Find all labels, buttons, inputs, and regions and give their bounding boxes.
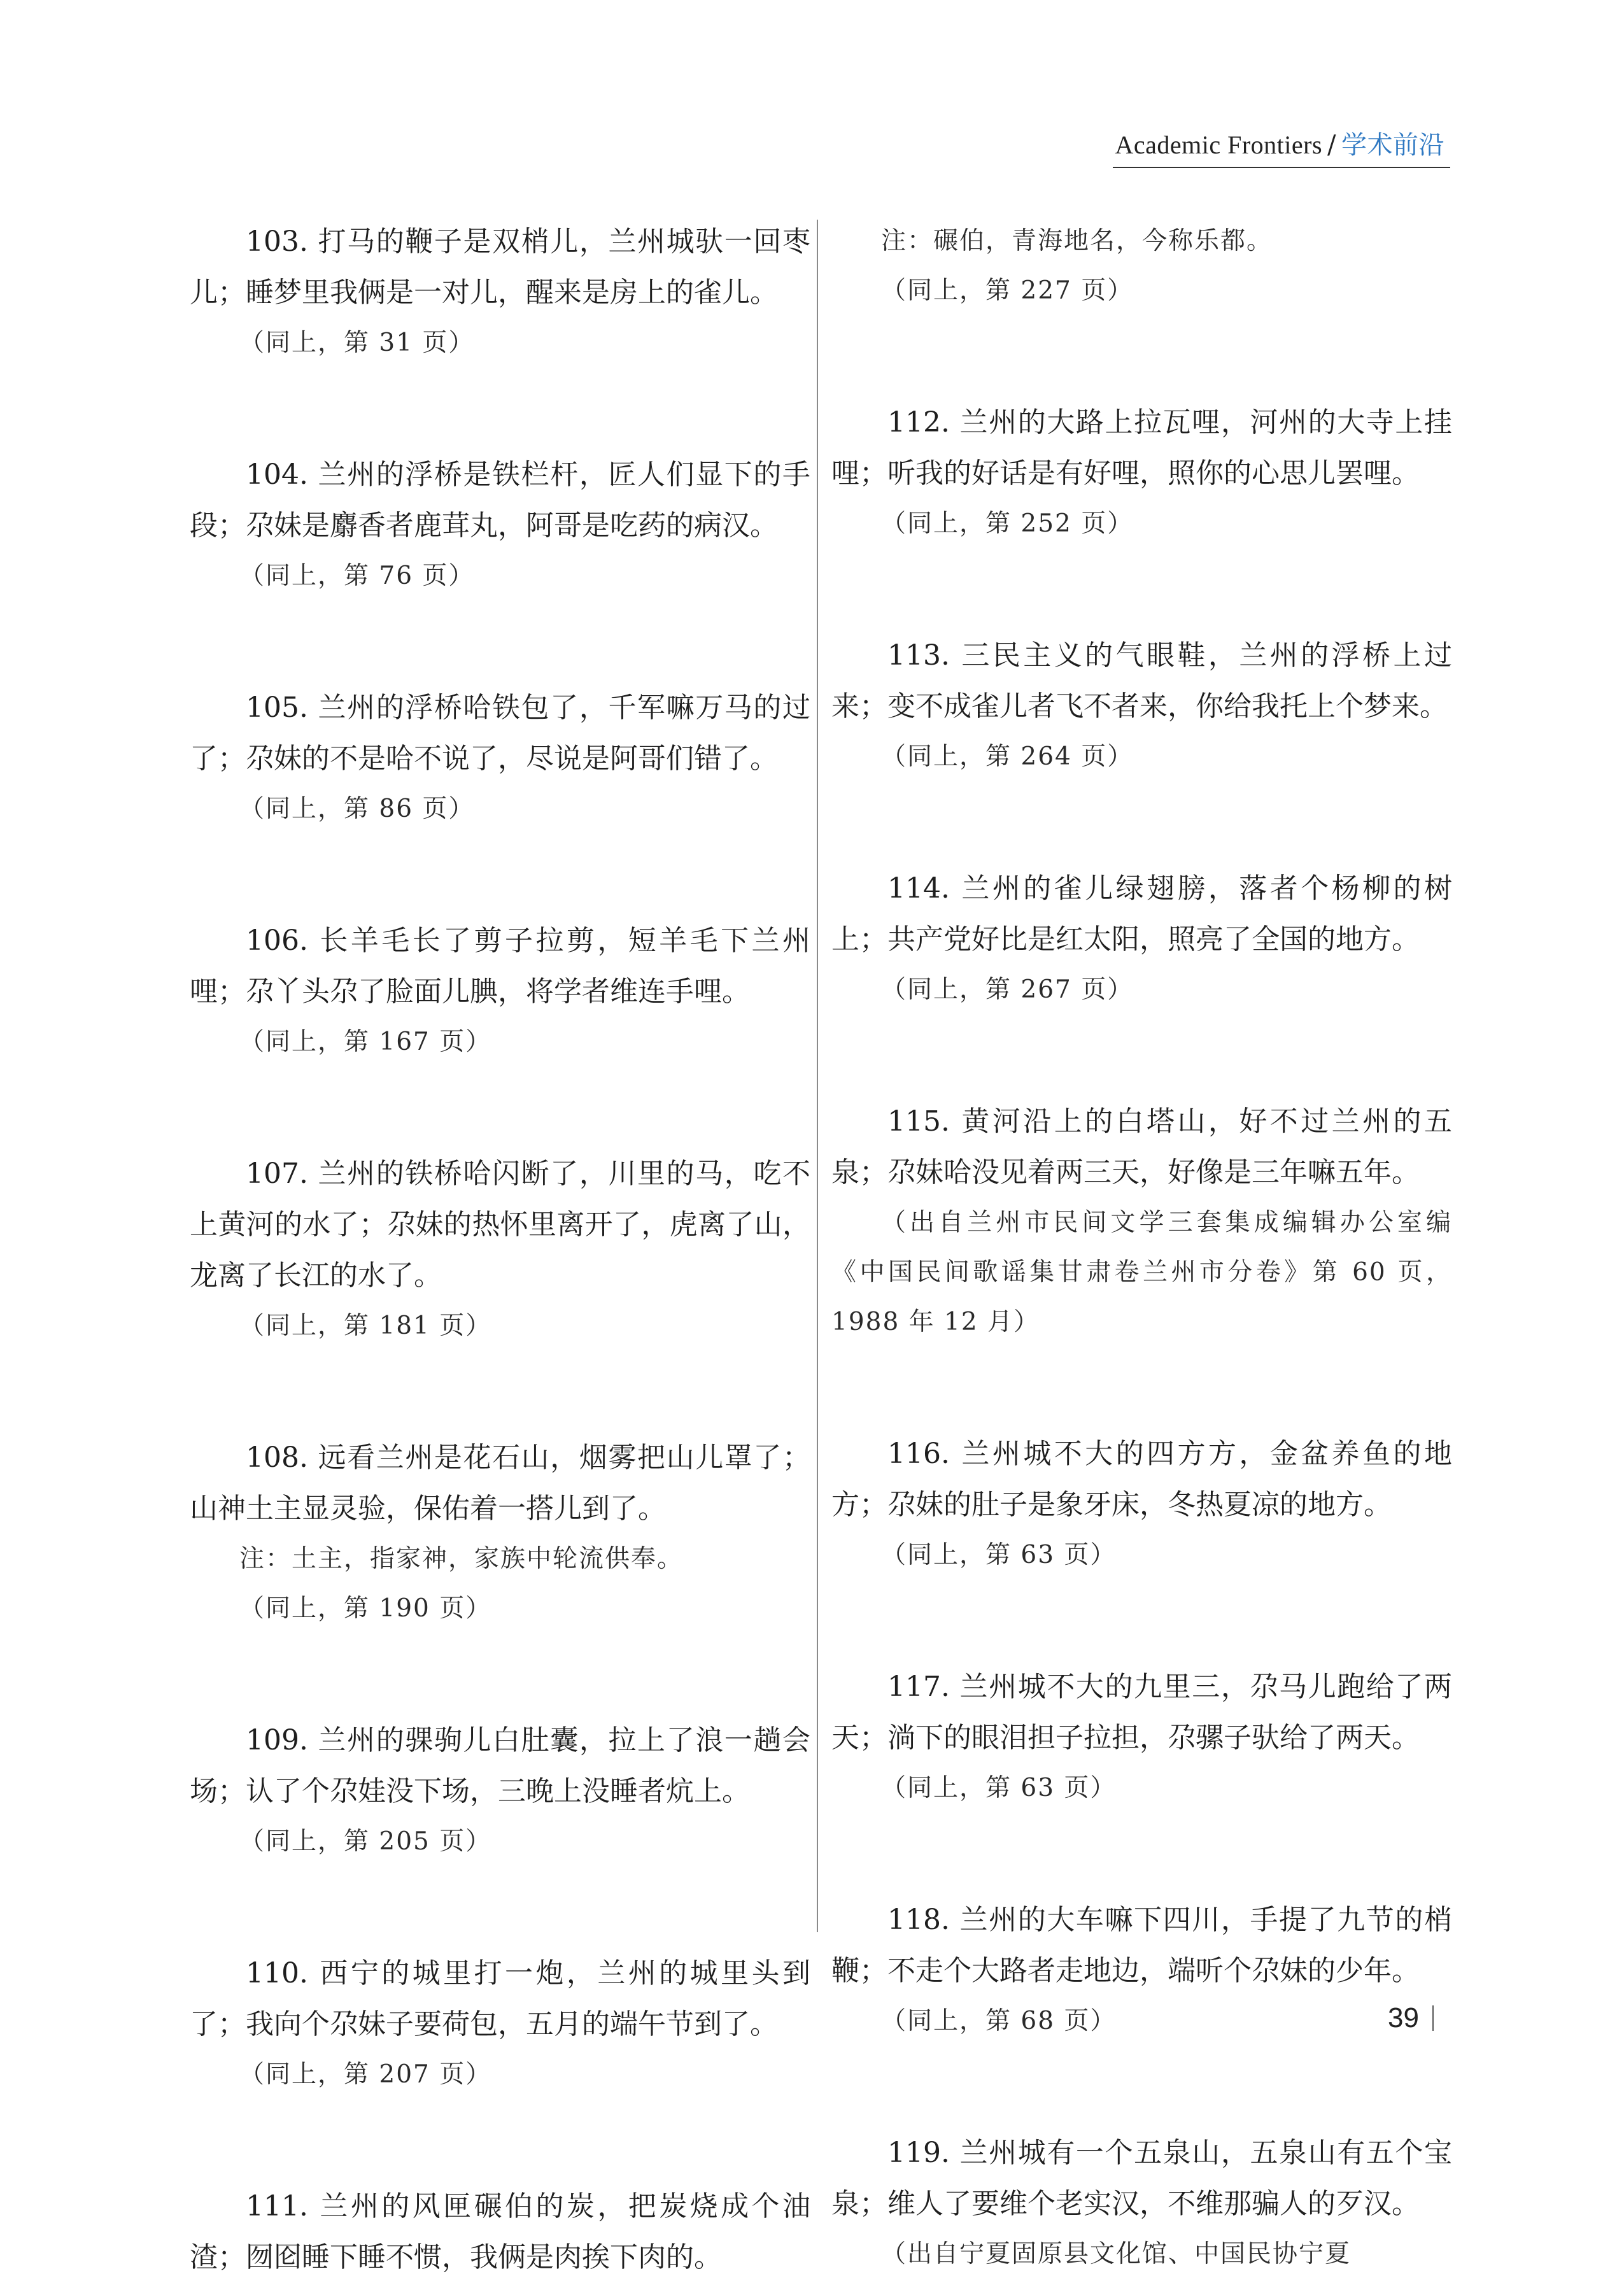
poem-source: （出自兰州市民间文学三套集成编辑办公室编《中国民间歌谣集甘肃卷兰州市分卷》第 60 页，1988 年 12 月） (831, 1208, 1452, 1336)
header-english: Academic Frontiers (1115, 131, 1323, 159)
poem-source: （同上，第 252 页） (881, 509, 1134, 538)
poem-source: （同上，第 167 页） (239, 1028, 492, 1056)
poem-entry (831, 216, 1452, 316)
poem-text: 105. 兰州的浮桥哈铁包了，千军嘛万马的过了；尕妹的不是哈不说了，尽说是阿哥们错了。 (190, 691, 810, 775)
poem-entry (190, 1149, 810, 1351)
poem-source: （同上，第 190 页） (239, 1594, 492, 1623)
poem-source: （同上，第 207 页） (239, 2060, 492, 2089)
poem-entry (190, 1432, 810, 1634)
poem-note: 注：碾伯，青海地名，今称乐都。 (881, 227, 1273, 255)
poem-source: （同上，第 267 页） (881, 975, 1134, 1004)
poem-source: （同上，第 63 页） (881, 1541, 1117, 1569)
poem-text: 106. 长羊毛长了剪子拉剪，短羊毛下兰州哩；尕丫头尕了脸面儿腆，将学者维连手哩。 (190, 924, 810, 1008)
header-chinese: 学术前沿 (1341, 131, 1444, 160)
page-number-bar (1432, 2005, 1434, 2031)
running-header (1115, 125, 1444, 161)
column-divider (817, 220, 818, 1932)
poem-source: （同上，第 227 页） (881, 276, 1134, 305)
poem-entry (831, 1662, 1452, 1813)
poem-text: 113. 三民主义的气眼鞋，兰州的浮桥上过来；变不成雀儿者飞不者来，你给我托上个梦来。 (831, 639, 1452, 723)
poem-text: 112. 兰州的大路上拉瓦哩，河州的大寺上挂哩；听我的好话是有好哩，照你的心思儿罢哩。 (831, 406, 1452, 490)
poem-text: 108. 远看兰州是花石山，烟雾把山儿罩了；山神土主显灵验，保佑着一搭儿到了。 (190, 1441, 810, 1525)
poem-text: 119. 兰州城有一个五泉山，五泉山有五个宝泉；维人了要维个老实汉，不维那骗人的歹汉。 (831, 2137, 1452, 2220)
poem-source: （同上，第 264 页） (881, 742, 1134, 771)
poem-text: 110. 西宁的城里打一炮，兰州的城里头到了；我向个尕妹子要荷包，五月的端午节到了。 (190, 1957, 810, 2040)
poem-text: 111. 兰州的风匣碾伯的炭，把炭烧成个油渣；囫囵睡下睡不惯，我俩是肉挨下肉的。 (190, 2190, 810, 2273)
page-number: 39 (1388, 2002, 1419, 2033)
poem-entry (831, 1429, 1452, 1580)
poem-entry (831, 2128, 1452, 2279)
poem-entry (831, 1096, 1452, 1347)
poem-entry (190, 682, 810, 834)
poem-source: （同上，第 86 页） (239, 795, 475, 823)
poem-entry (831, 1895, 1452, 2046)
header-separator: / (1327, 131, 1336, 160)
poem-text: 107. 兰州的铁桥哈闪断了，川里的马，吃不上黄河的水了；尕妹的热怀里离开了，虎离了山，龙离了长江的水了。 (190, 1157, 810, 1292)
poem-entry (831, 397, 1452, 549)
poem-source: （同上，第 181 页） (239, 1311, 492, 1340)
poem-text: 109. 兰州的骒驹儿白肚囊，拉上了浪一趟会场；认了个尕娃没下场，三晚上没睡者炕上。 (190, 1724, 810, 1807)
poem-entry (190, 1715, 810, 1867)
left-column (190, 216, 810, 2283)
poem-source: （同上，第 76 页） (239, 562, 475, 590)
poem-source: （同上，第 205 页） (239, 1827, 492, 1856)
poem-source: （同上，第 68 页） (881, 2007, 1117, 2035)
right-column (831, 216, 1452, 2279)
poem-text: 116. 兰州城不大的四方方，金盆养鱼的地方；尕妹的肚子是象牙床，冬热夏凉的地方。 (831, 1438, 1452, 1521)
poem-text: 117. 兰州城不大的九里三，尕马儿跑给了两天；淌下的眼泪担子拉担，尕骡子驮给了两天。 (831, 1671, 1452, 1754)
poem-text: 103. 打马的鞭子是双梢儿，兰州城驮一回枣儿；睡梦里我俩是一对儿，醒来是房上的雀儿。 (190, 225, 810, 309)
poem-text: 104. 兰州的浮桥是铁栏杆，匠人们显下的手段；尕妹是麝香者鹿茸丸，阿哥是吃药的病汉。 (190, 458, 810, 542)
poem-entry (190, 449, 810, 601)
poem-entry (831, 630, 1452, 782)
poem-note: 注：土主，指家神，家族中轮流供奉。 (239, 1544, 684, 1573)
poem-text: 118. 兰州的大车嘛下四川，手提了九节的梢鞭；不走个大路者走地边，端听个尕妹的少年。 (831, 1904, 1452, 1987)
header-rule (1113, 167, 1450, 168)
poem-entry (190, 915, 810, 1067)
poem-entry (190, 2181, 810, 2283)
poem-text: 115. 黄河沿上的白塔山，好不过兰州的五泉；尕妹哈没见着两三天，好像是三年嘛五年。 (831, 1105, 1452, 1189)
poem-text: 114. 兰州的雀儿绿翅膀，落者个杨柳的树上；共产党好比是红太阳，照亮了全国的地方。 (831, 872, 1452, 956)
poem-source: （同上，第 63 页） (881, 1774, 1117, 1802)
poem-entry (831, 863, 1452, 1015)
poem-source: （同上，第 31 页） (239, 329, 475, 357)
poem-entry (190, 216, 810, 368)
poem-source: （出自宁夏固原县文化馆、中国民协宁夏 (881, 2240, 1352, 2268)
poem-entry (190, 1948, 810, 2100)
